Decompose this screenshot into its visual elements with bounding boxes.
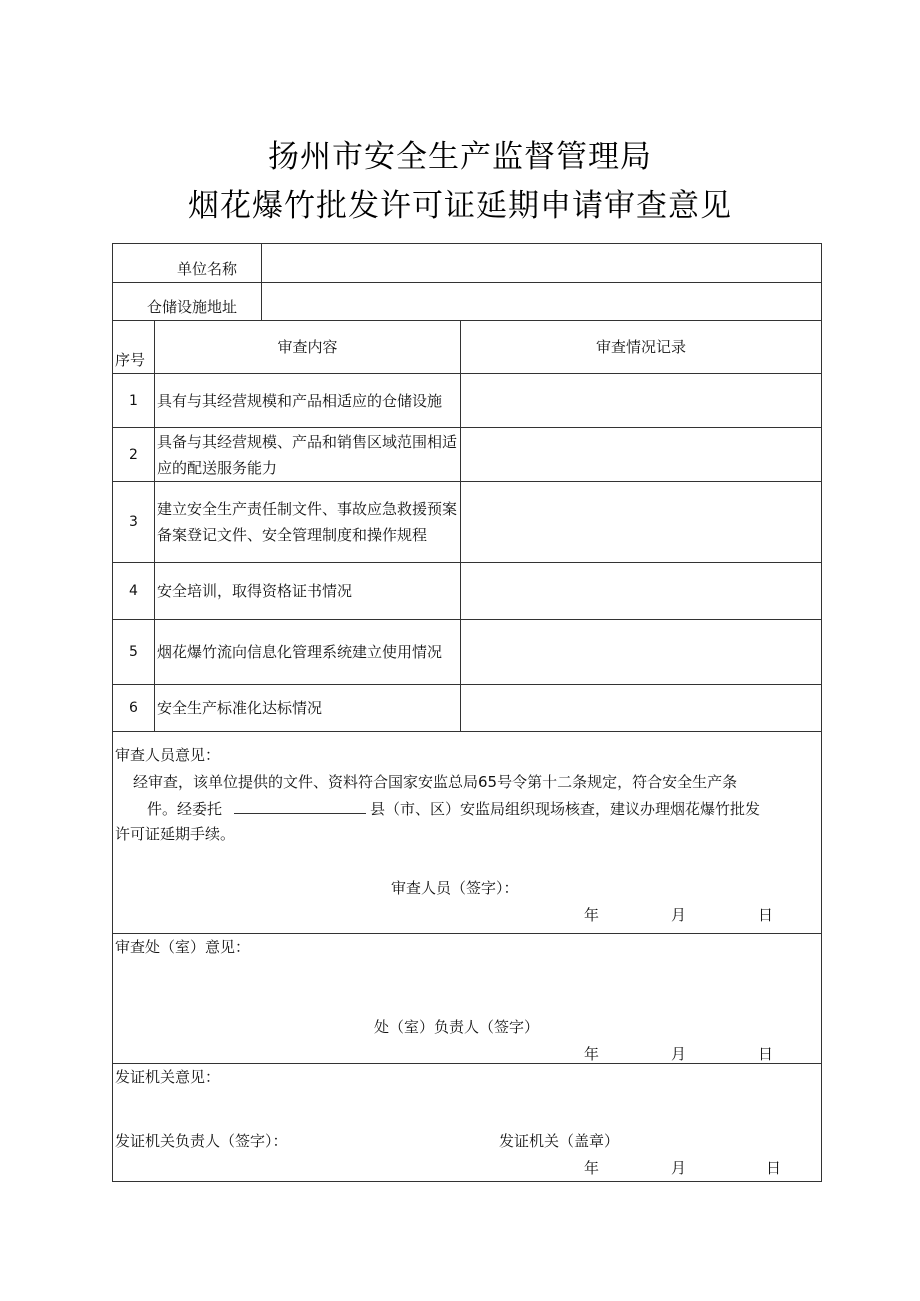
date-year: 年 [584,906,600,924]
date-year: 年 [584,1159,600,1177]
item-number: 1 [113,374,155,428]
issuer-seal-label: 发证机关（盖章） [499,1132,620,1150]
item-record-field[interactable] [461,620,822,685]
reviewer-date [584,902,773,928]
date-day: 日 [758,906,774,924]
item-number: 3 [113,482,155,563]
item-number: 5 [113,620,155,685]
item-number: 4 [113,563,155,620]
county-blank-field[interactable] [234,795,366,814]
reviewer-opinion-text-line2 [147,795,760,822]
storage-address-field[interactable] [262,283,822,321]
office-opinion-section [113,934,822,1064]
reviewer-signature-label: 审查人员（签字）： [391,879,519,897]
unit-name-label: 单位名称 [113,244,262,283]
item-content: 安全培训，取得资格证书情况 [155,563,461,620]
item-record-field[interactable] [461,374,822,428]
item-content: 具备与其经营规模、产品和销售区域范围相适应的配送服务能力 [155,428,461,482]
date-day: 日 [766,1159,782,1177]
item-record-field[interactable] [461,428,822,482]
review-form-table [112,243,822,1182]
item-content: 建立安全生产责任制文件、事故应急救援预案备案登记文件、安全管理制度和操作规程 [155,482,461,563]
reviewer-opinion-text-line1 [133,769,737,795]
reviewer-opinion-heading: 审查人员意见： [115,746,221,764]
table-row [113,374,822,428]
item-record-field[interactable] [461,563,822,620]
table-row [113,563,822,620]
unit-name-field[interactable] [262,244,822,283]
record-header: 审查情况记录 [461,321,822,374]
item-content: 具有与其经营规模和产品相适应的仓储设施 [155,374,461,428]
issuer-opinion-section [113,1064,822,1182]
office-signature-label: 处（室）负责人（签字） [374,1018,540,1036]
item-content: 烟花爆竹流向信息化管理系统建立使用情况 [155,620,461,685]
document-title-line1: 扬州市安全生产监督管理局 [268,139,652,175]
issuer-date [584,1155,781,1181]
reviewer-text-segment: 件。经委托 [147,800,223,818]
table-row [113,685,822,732]
date-month: 月 [671,1045,687,1063]
date-year: 年 [584,1045,600,1063]
item-record-field[interactable] [461,685,822,732]
reviewer-text-segment: 号令第十二条规定，符合安全生产条 [497,773,738,791]
date-day: 日 [758,1045,774,1063]
item-content: 安全生产标准化达标情况 [155,685,461,732]
date-month: 月 [671,1159,687,1177]
item-number: 2 [113,428,155,482]
date-month: 月 [671,906,687,924]
reviewer-text-segment: 经审查，该单位提供的文件、资料符合国家安监总局 [133,773,479,791]
reviewer-text-segment: 县（市、区）安监局组织现场核查，建议办理烟花爆竹批发 [370,800,761,818]
table-row [113,620,822,685]
content-header: 审查内容 [155,321,461,374]
table-row [113,428,822,482]
issuer-opinion-heading: 发证机关意见： [115,1068,221,1086]
issuer-leader-signature-label: 发证机关负责人（签字）： [115,1132,288,1150]
seq-header: 序号 [113,321,155,374]
decree-number: 65 [478,773,498,791]
item-number: 6 [113,685,155,732]
item-record-field[interactable] [461,482,822,563]
reviewer-opinion-section [113,732,822,934]
storage-address-label: 仓储设施地址 [113,283,262,321]
office-opinion-heading: 审查处（室）意见： [115,938,251,956]
document-title-line2: 烟花爆竹批发许可证延期申请审查意见 [188,188,732,224]
table-row [113,482,822,563]
reviewer-opinion-text-line3: 许可证延期手续。 [115,825,236,843]
